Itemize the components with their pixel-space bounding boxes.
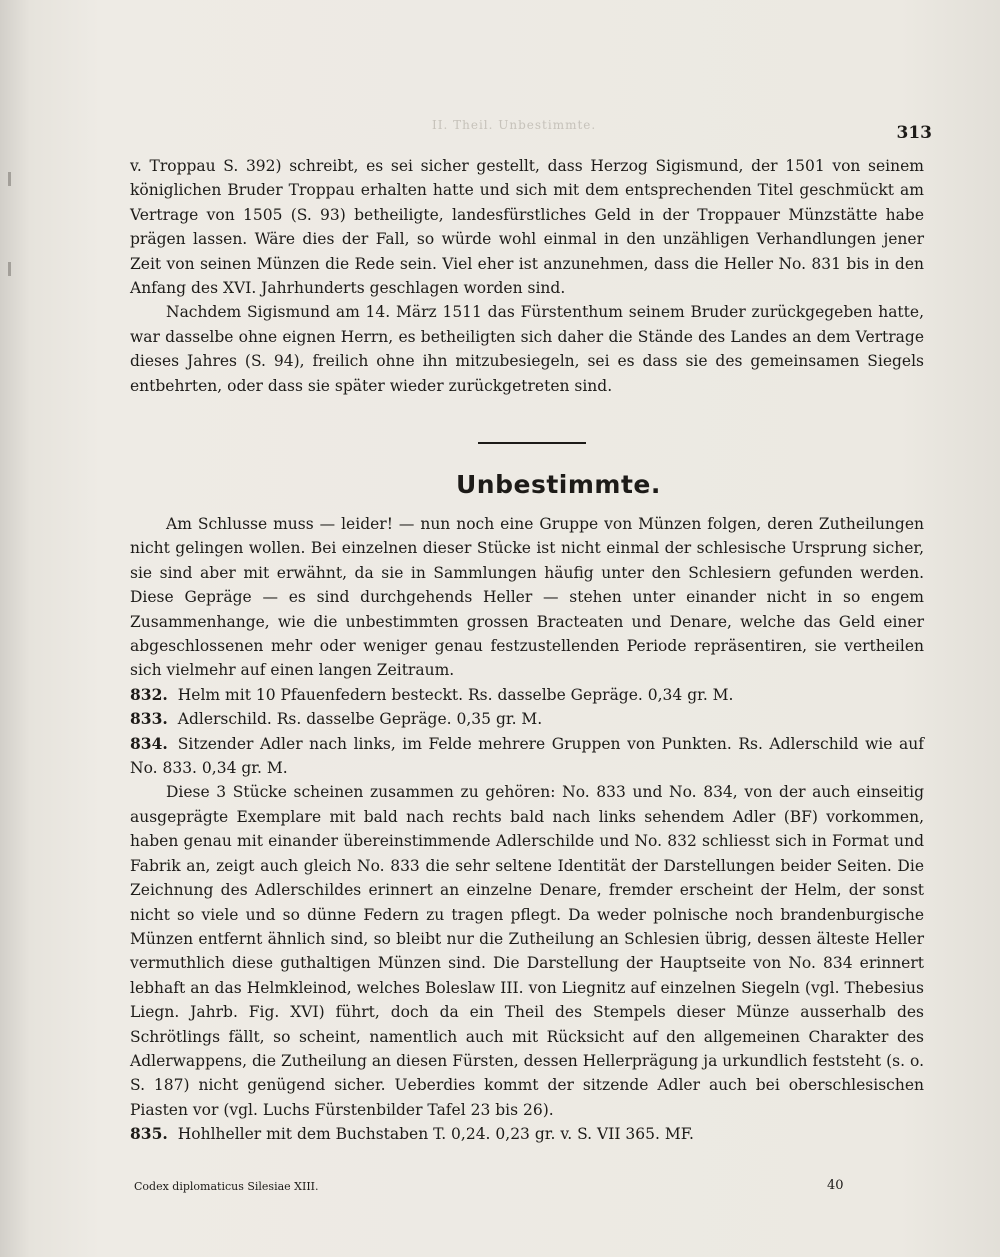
section-divider	[478, 442, 586, 444]
entry-number: 833.	[130, 709, 168, 729]
margin-mark	[8, 262, 11, 276]
entry-number: 832.	[130, 684, 168, 704]
catalog-entry	[130, 1122, 924, 1146]
catalog-entry	[130, 683, 924, 707]
entry-text: Adlerschild. Rs. dasselbe Gepräge. 0,35 gr. M.	[177, 710, 543, 729]
catalog-entry	[130, 707, 924, 731]
continuation-text	[130, 154, 924, 398]
entry-number: 835.	[130, 1124, 168, 1144]
section-body	[130, 512, 924, 1147]
running-head: II. Theil. Unbestimmte.	[432, 118, 597, 132]
entry-text: Helm mit 10 Pfauenfedern besteckt. Rs. dasselbe Gepräge. 0,34 gr. M.	[177, 685, 734, 704]
page-number: 313	[896, 123, 932, 143]
paragraph: Nachdem Sigismund am 14. März 1511 das Fürstenthum seinem Bruder zurückgegeben hatte, war dasselbe ohne eignen Herrn, es betheiligten sich daher die Stände des Landes an dem Vertrage dieses Jahres (S. 94), freilich ohne ihn mitzubesiegeln, sei es dass sie des gemeinsamen Siegels entbehrten, oder dass sie später wieder zurückgetreten sind.	[130, 303, 924, 395]
footer-signature: Codex diplomaticus Silesiae XIII.	[134, 1180, 319, 1193]
catalog-entry	[130, 732, 924, 781]
entry-number: 834.	[130, 733, 168, 753]
section-heading: Unbestimmte.	[456, 470, 661, 499]
margin-mark	[8, 172, 11, 186]
paragraph: v. Troppau S. 392) schreibt, es sei sicher gestellt, dass Herzog Sigismund, der 1501 von seinem königlichen Bruder Troppau erhalten hatte und sich mit dem entsprechenden Titel geschmückt am Vertrage von 1505 (S. 93) betheiligte, landesfürstliches Geld in der Troppauer Münzstätte habe prägen lassen. Wäre dies der Fall, so würde wohl einmal in den unzähligen Verhandlungen jener Zeit von seinen Münzen die Rede sein. Viel eher ist anzunehmen, dass die Heller No. 831 bis in den Anfang des XVI. Jahrhunderts geschlagen worden sind.	[130, 157, 924, 298]
discussion-paragraph: Diese 3 Stücke scheinen zusammen zu gehören: No. 833 und No. 834, von der auch einseitig ausgeprägte Exemplare mit bald nach rechts bald nach links sehendem Adler (BF) vorkommen, haben genau mit einander übereinstimmende Adlerschilde und No. 832 schliesst sich in Format und Fabrik an, zeigt auch gleich No. 833 die sehr seltene Identität der Darstellungen beider Seiten. Die Zeichnung des Adlerschildes erinnert an einzelne Denare, fremder erscheint der Helm, der sonst nicht so viele und so dünne Federn zu tragen pflegt. Da weder polnische noch brandenburgische Münzen entfernt ähnlich sind, so bleibt nur die Zutheilung an Schlesien übrig, dessen älteste Heller vermuthlich diese guthaltigen Münzen sind. Die Darstellung der Hauptseite von No. 834 erinnert lebhaft an das Helmkleinod, welches Boleslaw III. von Liegnitz auf einzelnen Siegeln (vgl. Thebesius Liegn. Jahrb. Fig. XVI) führt, doch da ein Theil des Stempels dieser Münze ausserhalb des Schrötlings fällt, so scheint, namentlich auch mit Rücksicht auf den allgemeinen Charakter des Adlerwappens, die Zutheilung an diesen Fürsten, dessen Hellerprägung ja urkundlich feststeht (s. o. S. 187) nicht genügend sicher. Ueberdies kommt der sitzende Adler auch bei oberschlesischen Piasten vor (vgl. Luchs Fürstenbilder Tafel 23 bis 26).	[130, 783, 924, 1119]
entry-text: Hohlheller mit dem Buchstaben T. 0,24. 0,23 gr. v. S. VII 365. MF.	[177, 1125, 694, 1144]
entry-text: Sitzender Adler nach links, im Felde mehrere Gruppen von Punkten. Rs. Adlerschild wie auf No. 833. 0,34 gr. M.	[130, 734, 924, 778]
intro-paragraph: Am Schlusse muss — leider! — nun noch eine Gruppe von Münzen folgen, deren Zutheilungen nicht gelingen wollen. Bei einzelnen dieser Stücke ist nicht einmal der schlesische Ursprung sicher, sie sind aber mit erwähnt, da sie in Sammlungen häufig unter den Schlesiern gefunden werden. Diese Gepräge — es sind durchgehends Heller — stehen unter einander nicht in so engem Zusammenhange, wie die unbestimmten grossen Bracteaten und Denare, welche das Geld einer abgeschlossenen mehr oder weniger genau festzustellenden Periode repräsentiren, sie vertheilen sich vielmehr auf einen langen Zeitraum.	[130, 515, 924, 680]
footer-sheet-number: 40	[827, 1178, 844, 1193]
